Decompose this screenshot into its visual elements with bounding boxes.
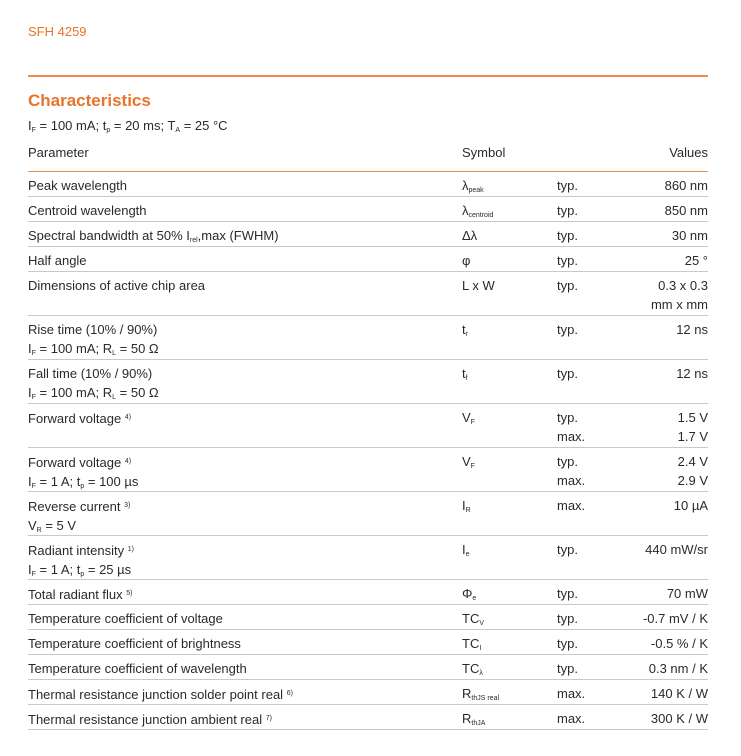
table-row [28, 448, 708, 492]
symbol-cell: Δλ [462, 228, 478, 243]
parameter-cell: Temperature coefficient of wavelength [28, 661, 247, 676]
value-cell: 300 K / W [650, 711, 708, 726]
parameter-cell: Forward voltage $^{4)}$ $I_F = 1$ A; $t_p = 100$ µs [28, 455, 139, 490]
table-row [28, 272, 708, 316]
value-cell: 12 ns [676, 366, 708, 381]
qualifier-cell: typ. max. [557, 410, 586, 444]
table-row [28, 197, 708, 222]
symbol-cell: $V_F$ [462, 410, 475, 426]
symbol-cell: $TC_I$ [462, 636, 482, 652]
table-row [28, 580, 708, 605]
table-row [28, 705, 708, 730]
qualifier-cell: typ. [557, 636, 578, 651]
table-row [28, 492, 708, 536]
column-header-parameter: Parameter [28, 145, 89, 160]
value-cell: 10 µA [673, 498, 708, 513]
qualifier-cell: typ. [557, 611, 578, 626]
symbol-cell: $t_r$ [462, 322, 468, 338]
product-name: SFH 4259 [28, 24, 87, 39]
parameter-cell: Fall time (10% / 90%) $I_F = 100$ mA; $R_L = 50$ Ω [28, 366, 159, 401]
header-divider [28, 75, 708, 77]
qualifier-cell: typ. [557, 322, 578, 337]
qualifier-cell: typ. [557, 178, 578, 193]
table-row [28, 222, 708, 247]
qualifier-cell: max. [557, 498, 586, 513]
characteristics-table [28, 172, 708, 730]
value-cell: 0.3 nm / K [648, 661, 708, 676]
qualifier-cell: typ. [557, 586, 578, 601]
symbol-cell: $R_{thJS real}$ [462, 686, 500, 702]
value-cell: -0.5 % / K [650, 636, 708, 651]
table-row [28, 360, 708, 404]
table-row [28, 404, 708, 448]
table-row [28, 630, 708, 655]
parameter-cell: Centroid wavelength [28, 203, 147, 218]
qualifier-cell: typ. [557, 366, 578, 381]
value-cell: 140 K / W [650, 686, 708, 701]
value-cell: 30 nm [671, 228, 708, 243]
test-conditions: $I_F = 100$ mA; $t_p = 20$ ms; $T_A = 25$ °C [28, 118, 228, 134]
parameter-cell: Peak wavelength [28, 178, 128, 193]
value-cell: 850 nm [664, 203, 708, 218]
column-header-values: Values [669, 145, 708, 160]
symbol-cell: $I_R$ [462, 498, 471, 514]
symbol-cell: $TC_\lambda$ [462, 661, 483, 677]
qualifier-cell: typ. [557, 253, 578, 268]
value-cell: 1.5 V 1.7 V [677, 410, 708, 444]
symbol-cell: $R_{thJA}$ [462, 711, 486, 727]
symbol-cell: $TC_V$ [462, 611, 485, 627]
symbol-cell: L x W [462, 278, 495, 293]
table-row [28, 605, 708, 630]
column-header-symbol: Symbol [462, 145, 506, 160]
table-row [28, 247, 708, 272]
qualifier-cell: typ. max. [557, 454, 586, 488]
parameter-cell: Half angle [28, 253, 87, 268]
value-cell: 0.3 x 0.3 mm x mm [650, 278, 708, 312]
parameter-cell: Forward voltage $^{4)}$ [28, 411, 132, 426]
table-row [28, 316, 708, 360]
value-cell: 12 ns [676, 322, 708, 337]
parameter-cell: Rise time (10% / 90%) $I_F = 100$ mA; $R_L = 50$ Ω [28, 322, 159, 357]
value-cell: 25 ° [684, 253, 708, 268]
table-header [28, 145, 708, 172]
section-title: Characteristics [28, 91, 151, 110]
parameter-cell: Temperature coefficient of voltage [28, 611, 223, 626]
symbol-cell: $\lambda_{centroid}$ [462, 203, 494, 219]
qualifier-cell: max. [557, 711, 586, 726]
qualifier-cell: typ. [557, 278, 578, 293]
symbol-cell: φ [462, 253, 471, 268]
value-cell: 2.4 V 2.9 V [677, 454, 708, 488]
symbol-cell: $t_f$ [462, 366, 468, 382]
symbol-cell: $\Phi_e$ [462, 586, 477, 602]
value-cell: -0.7 mV / K [642, 611, 708, 626]
symbol-cell: $V_F$ [462, 454, 475, 470]
parameter-cell: Dimensions of active chip area [28, 278, 206, 293]
qualifier-cell: typ. [557, 661, 578, 676]
table-row [28, 172, 708, 197]
parameter-cell: Total radiant flux $^{5)}$ [28, 587, 133, 602]
symbol-cell: $I_e$ [462, 542, 470, 558]
parameter-cell: Temperature coefficient of brightness [28, 636, 241, 651]
table-row [28, 536, 708, 580]
parameter-cell: Thermal resistance junction solder point real $^{6)}$ [28, 687, 293, 702]
qualifier-cell: max. [557, 686, 586, 701]
value-cell: 70 mW [666, 586, 708, 601]
table-row [28, 680, 708, 705]
value-cell: 440 mW/sr [645, 542, 708, 557]
parameter-cell: Thermal resistance junction ambient real $^{7)}$ [28, 712, 272, 727]
qualifier-cell: typ. [557, 203, 578, 218]
parameter-cell: Reverse current $^{3)}$ $V_R = 5$ V [28, 499, 131, 534]
qualifier-cell: typ. [557, 228, 578, 243]
qualifier-cell: typ. [557, 542, 578, 557]
parameter-cell: Radiant intensity $^{1)}$ $I_F = 1$ A; $t_p = 25$ µs [28, 543, 134, 578]
parameter-cell: Spectral bandwidth at 50% $I_{rel},\max$ (FWHM) [28, 228, 279, 244]
value-cell: 860 nm [664, 178, 708, 193]
table-row [28, 655, 708, 680]
symbol-cell: $\lambda_{peak}$ [462, 178, 484, 194]
